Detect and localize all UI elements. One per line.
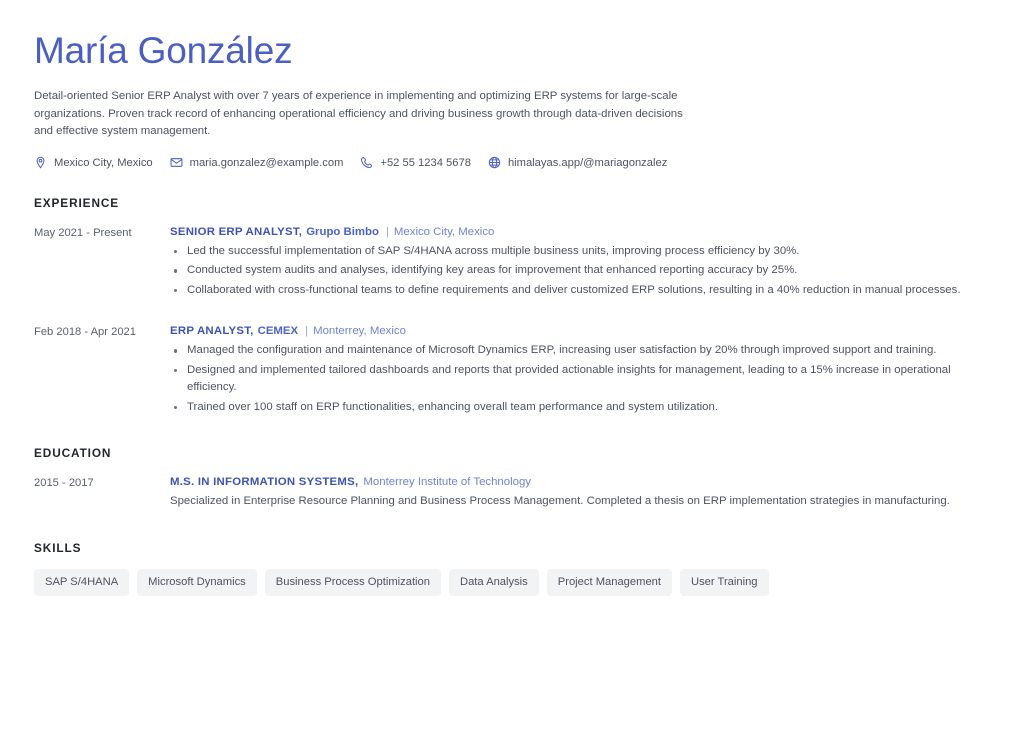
education-section <box>34 446 990 511</box>
contact-website[interactable] <box>488 156 667 170</box>
job-company: CEMEX <box>257 325 299 338</box>
education-entry-heading <box>170 474 990 490</box>
experience-bullet: Conducted system audits and analyses, identifying key areas for improvement that enhanced reporting accuracy by 25%. <box>170 262 990 280</box>
skill-pill: Microsoft Dynamics <box>137 569 257 596</box>
education-entry-body <box>170 474 990 511</box>
experience-entry <box>34 224 990 300</box>
experience-section-title: EXPERIENCE <box>34 195 120 210</box>
contact-phone[interactable] <box>360 156 471 170</box>
phone-icon <box>360 156 373 169</box>
experience-entry-heading <box>170 323 990 339</box>
heading-separator: | <box>305 325 309 338</box>
contact-row <box>34 156 990 170</box>
contact-email-text: maria.gonzalez@example.com <box>189 156 344 169</box>
candidate-name: María González <box>34 30 293 71</box>
experience-bullet-list <box>170 342 990 416</box>
contact-website-text: himalayas.app/@mariagonzalez <box>507 156 668 169</box>
experience-bullet: Designed and implemented tailored dashboards and reports that provided actionable insights for management, leading to a 15% increase in operational efficiency. <box>170 362 990 397</box>
job-role: ERP ANALYST, <box>170 325 254 338</box>
contact-location[interactable] <box>34 156 153 170</box>
experience-bullet: Led the successful implementation of SAP S/4HANA across multiple business units, improving process efficiency by 30%. <box>170 243 990 261</box>
contact-phone-text: +52 55 1234 5678 <box>380 156 471 169</box>
skill-pill: User Training <box>680 569 769 596</box>
resume-header <box>34 28 990 170</box>
job-role: SENIOR ERP ANALYST, <box>170 225 303 238</box>
experience-section <box>34 196 990 417</box>
education-description: Specialized in Enterprise Resource Planning and Business Process Management. Completed a thesis on ERP implementation strategies in manufacturing. <box>170 495 950 508</box>
degree-title: M.S. IN INFORMATION SYSTEMS, <box>170 476 359 489</box>
experience-bullet-list <box>170 243 990 300</box>
skills-list <box>34 569 990 596</box>
experience-entry-date: May 2021 - Present <box>34 226 132 239</box>
school-name: Monterrey Institute of Technology <box>363 476 531 489</box>
location-pin-icon <box>34 156 47 169</box>
skills-section-title: SKILLS <box>34 540 82 555</box>
skill-pill: Data Analysis <box>449 569 539 596</box>
skill-pill: Project Management <box>547 569 672 596</box>
experience-entry-body <box>170 323 990 416</box>
skill-pill: Business Process Optimization <box>265 569 441 596</box>
globe-icon <box>488 156 501 169</box>
skills-section <box>34 541 990 596</box>
envelope-icon <box>170 156 183 169</box>
contact-email[interactable] <box>170 156 344 170</box>
experience-entry-date: Feb 2018 - Apr 2021 <box>34 326 137 339</box>
experience-bullet: Collaborated with cross-functional teams to define requirements and deliver customized ERP solutions, resulting in a 40% reduction in manual processes. <box>170 282 990 300</box>
education-entry-date: 2015 - 2017 <box>34 477 94 490</box>
job-location: Mexico City, Mexico <box>393 225 495 238</box>
experience-bullet: Trained over 100 staff on ERP functionalities, enhancing overall team performance and system utilization. <box>170 399 990 417</box>
professional-summary: Detail-oriented Senior ERP Analyst with over 7 years of experience in implementing and optimizing ERP systems for large-scale organizations. Proven track record of enhancing operational efficiency and driving business growth through data-driven decisions and effective system management. <box>34 90 683 138</box>
job-company: Grupo Bimbo <box>306 225 379 238</box>
skill-pill: SAP S/4HANA <box>34 569 129 596</box>
experience-bullet: Managed the configuration and maintenance of Microsoft Dynamics ERP, increasing user satisfaction by 20% through improved support and training. <box>170 342 990 360</box>
contact-location-text: Mexico City, Mexico <box>54 156 153 169</box>
experience-entry-body <box>170 224 990 300</box>
heading-separator: | <box>385 225 389 238</box>
education-section-title: EDUCATION <box>34 446 112 461</box>
experience-entry-heading <box>170 224 990 240</box>
education-entry <box>34 474 990 511</box>
job-location: Monterrey, Mexico <box>313 325 406 338</box>
experience-entry <box>34 323 990 416</box>
